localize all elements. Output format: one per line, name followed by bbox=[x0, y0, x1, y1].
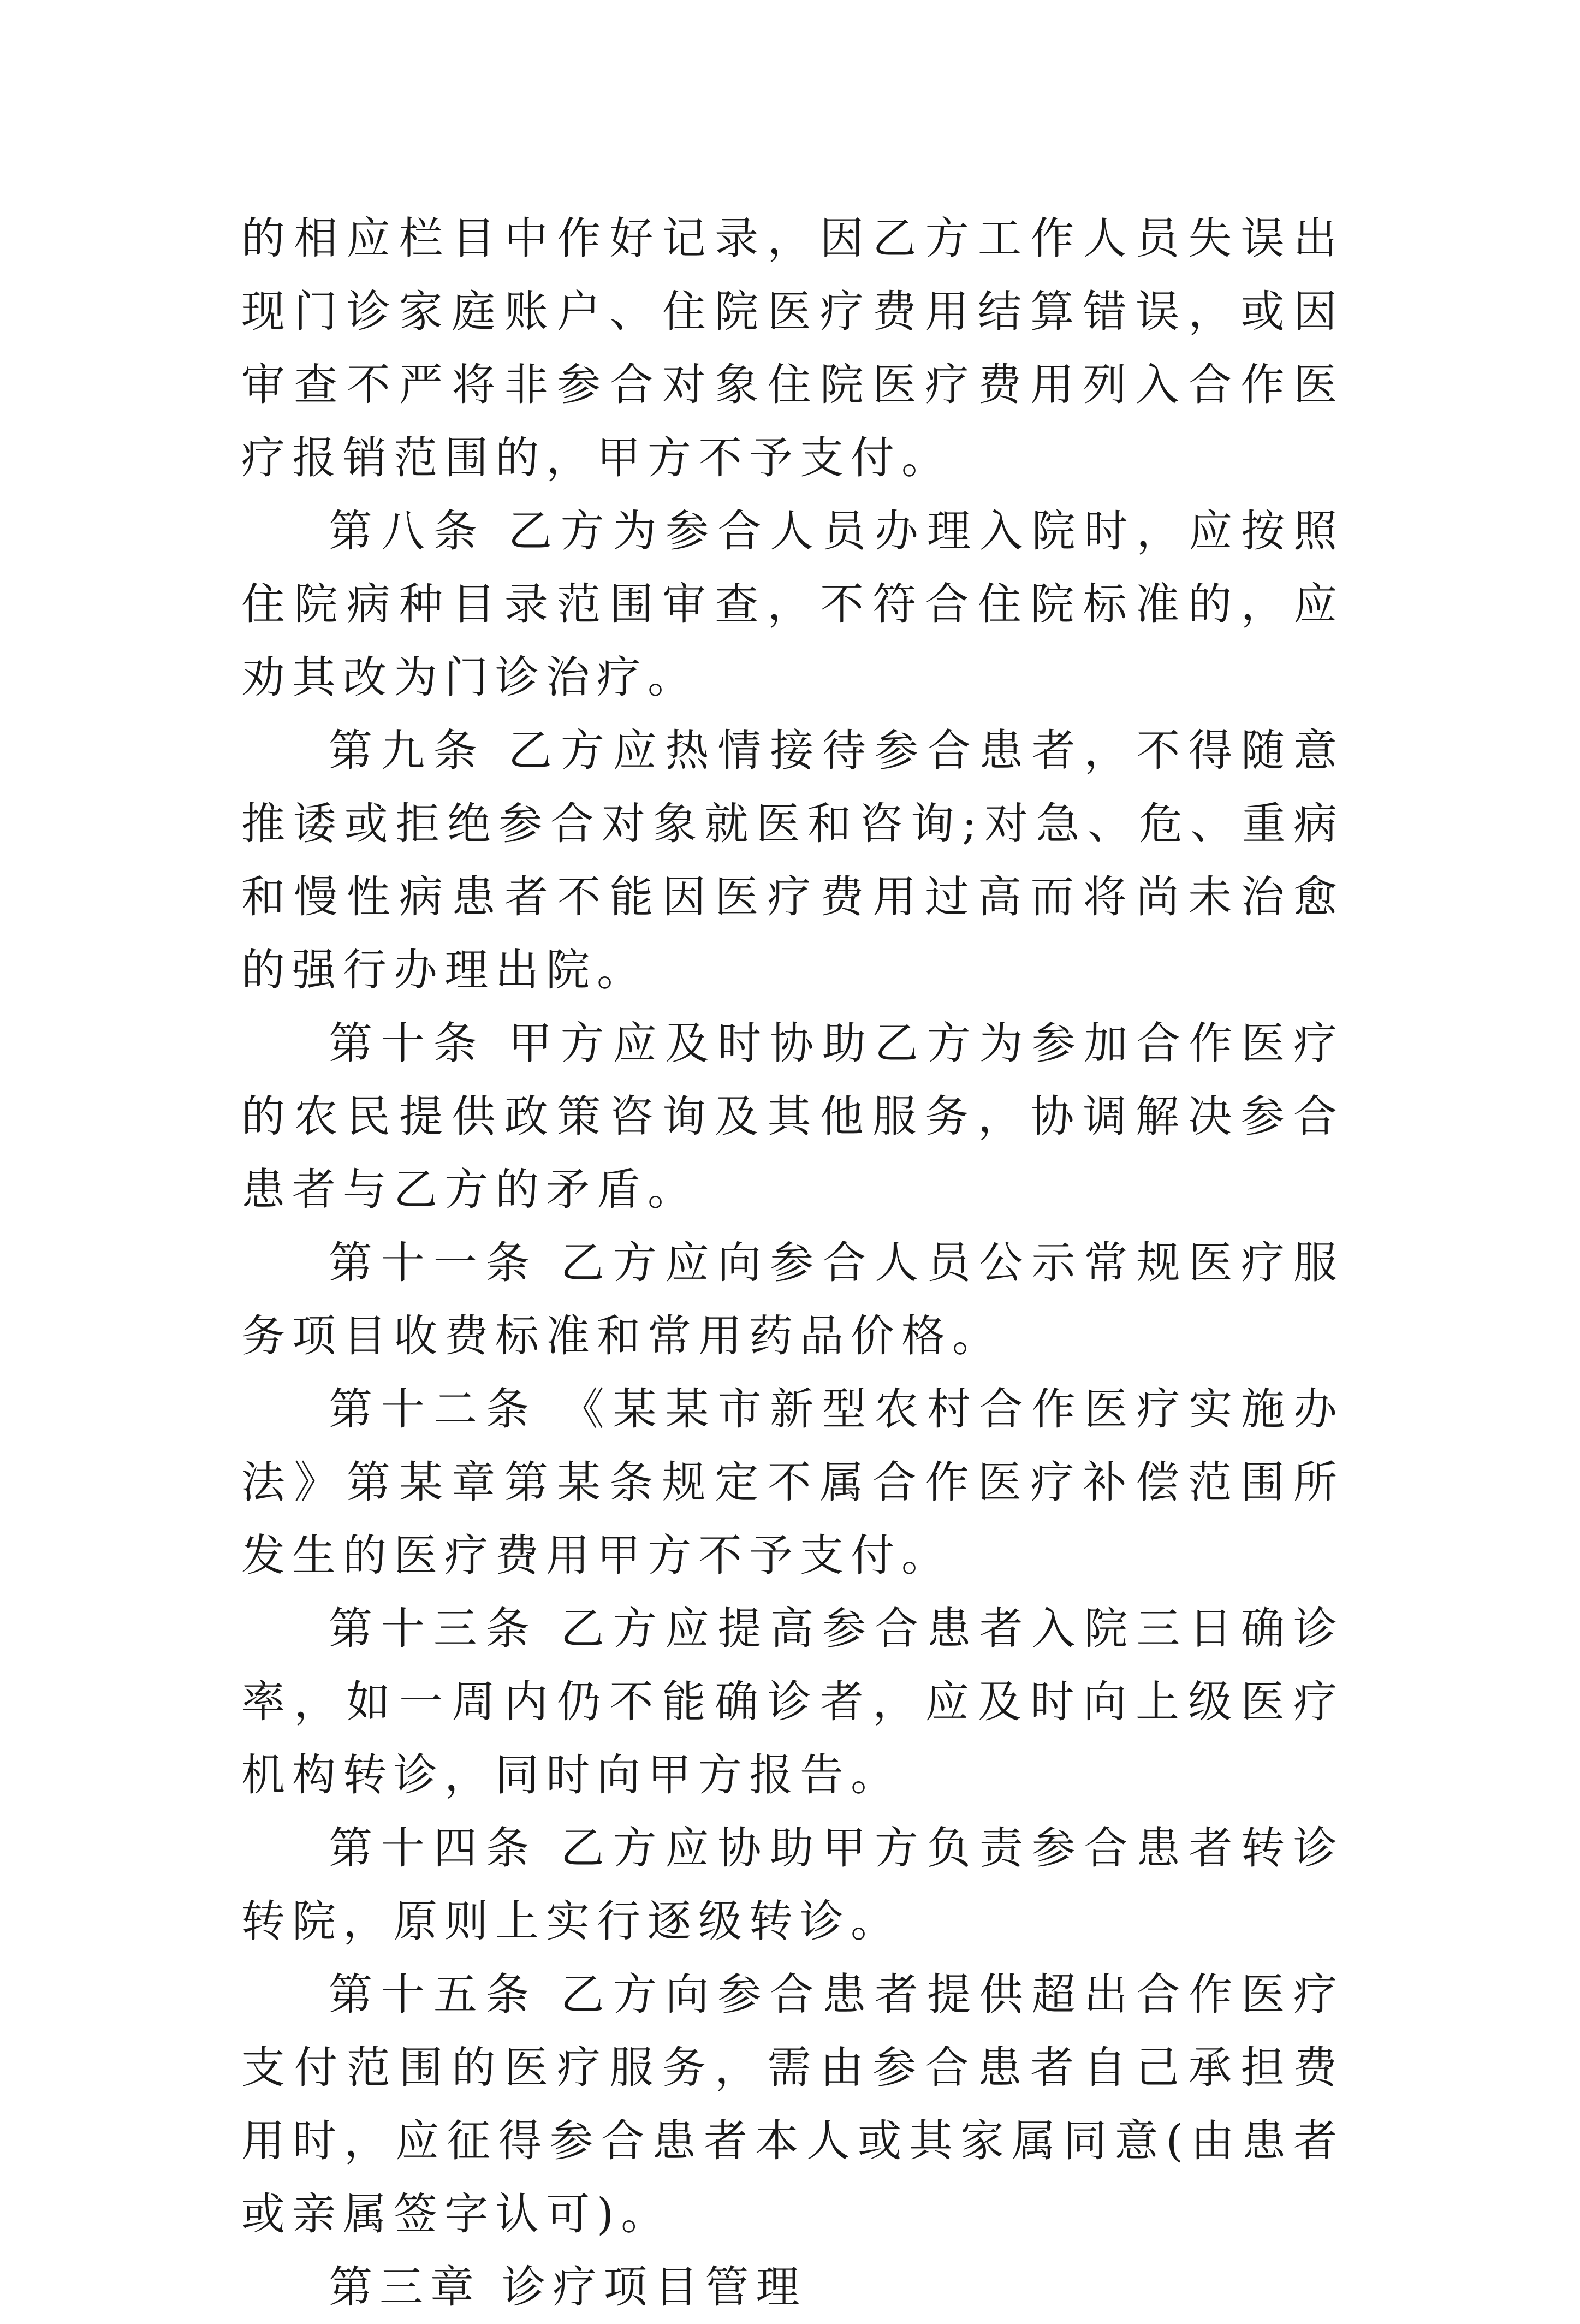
article-15: 第十五条 乙方向参合患者提供超出合作医疗支付范围的医疗服务，需由参合患者自己承担费用时，应征得参合患者本人或其家属同意(由患者或亲属签字认可)。 bbox=[241, 1969, 1344, 2239]
article-14: 第十四条 乙方应协助甲方负责参合患者转诊转院，原则上实行逐级转诊。 bbox=[241, 1823, 1344, 1947]
article-8: 第八条 乙方为参合人员办理入院时，应按照住院病种目录范围审查，不符合住院标准的，应劝其改为门诊治疗。 bbox=[241, 506, 1344, 703]
paragraph-continuation: 的相应栏目中作好记录，因乙方工作人员失误出现门诊家庭账户、住院医疗费用结算错误，或因审查不严将非参合对象住院医疗费用列入合作医疗报销范围的，甲方不予支付。 bbox=[241, 213, 1344, 483]
article-10: 第十条 甲方应及时协助乙方为参加合作医疗的农民提供政策咨询及其他服务，协调解决参合患者与乙方的矛盾。 bbox=[241, 1018, 1344, 1215]
article-11: 第十一条 乙方应向参合人员公示常规医疗服务项目收费标准和常用药品价格。 bbox=[241, 1237, 1344, 1361]
chapter-3-heading: 第三章 诊疗项目管理 bbox=[329, 2262, 807, 2313]
article-9: 第九条 乙方应热情接待参合患者，不得随意推诿或拒绝参合对象就医和咨询;对急、危、重病和慢性病患者不能因医疗费用过高而将尚未治愈的强行办理出院。 bbox=[241, 725, 1344, 995]
article-13: 第十三条 乙方应提高参合患者入院三日确诊率，如一周内仍不能确诊者，应及时向上级医疗机构转诊，同时向甲方报告。 bbox=[241, 1603, 1344, 1800]
document-body bbox=[241, 202, 1344, 2324]
article-12: 第十二条 《某某市新型农村合作医疗实施办法》第某章第某条规定不属合作医疗补偿范围所发生的医疗费用甲方不予支付。 bbox=[241, 1384, 1344, 1581]
